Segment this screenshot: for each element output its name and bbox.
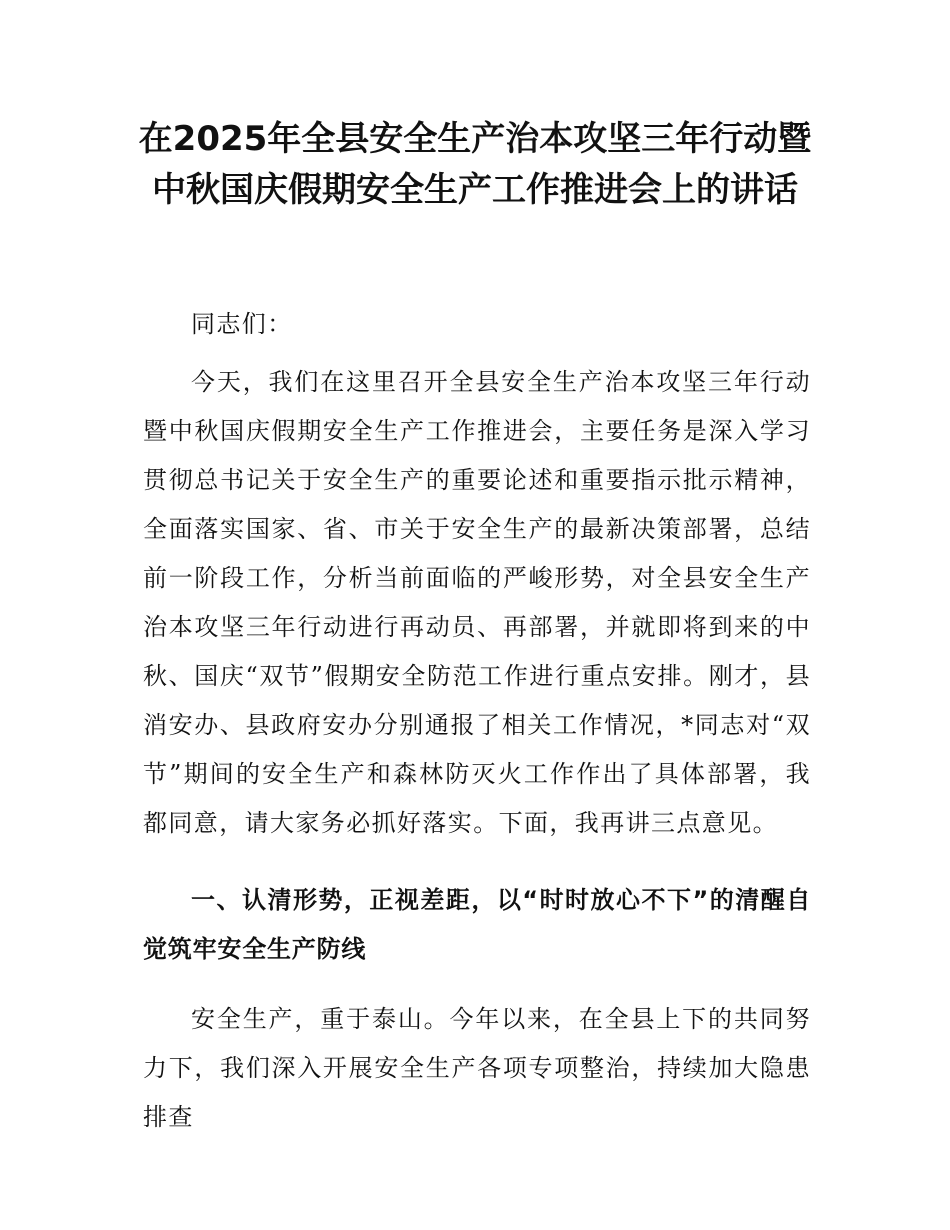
document-title-line-1: 在2025年全县安全生产治本攻坚三年行动暨: [138, 119, 812, 159]
section-heading-1: 一、认清形势，正视差距，以“时时放心不下”的清醒自觉筑牢安全生产防线: [143, 886, 811, 963]
greeting: 同志们：: [191, 310, 293, 338]
paragraph-opening: 今天，我们在这里召开全县安全生产治本攻坚三年行动暨中秋国庆假期安全生产工作推进会，主要任务是深入学习贯彻总书记关于安全生产的重要论述和重要指示批示精神，全面落实国家、省、市关于安全生产的最新决策部署，总结前一阶段工作，分析当前面临的严峻形势，对全县安全生产治本攻坚三年行动进行再动员、再部署，并就即将到来的中秋、国庆“双节”假期安全防范工作进行重点安排。刚才，县消安办、县政府安办分别通报了相关工作情况，*同志对“双节”期间的安全生产和森林防灭火工作作出了具体部署，我都同意，请大家务必抓好落实。下面，我再讲三点意见。: [143, 368, 811, 837]
paragraph-section-1: 安全生产，重于泰山。今年以来，在全县上下的共同努力下，我们深入开展安全生产各项专项整治，持续加大隐患排查: [143, 1005, 811, 1131]
document-title-line-2: 中秋国庆假期安全生产工作推进会上的讲话: [152, 170, 798, 210]
